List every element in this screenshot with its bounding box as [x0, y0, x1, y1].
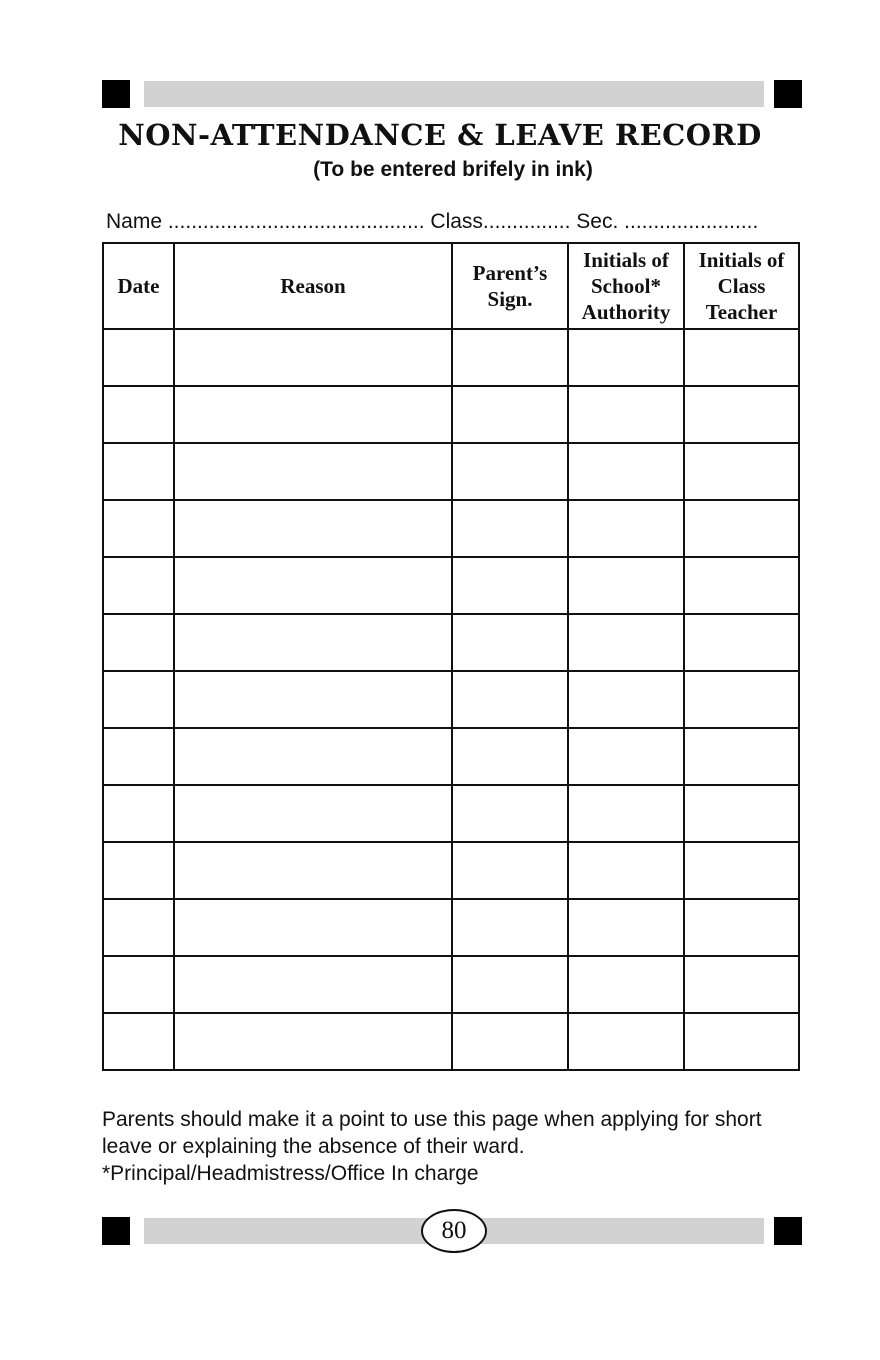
parent-sign-cell[interactable] [452, 614, 568, 671]
header-reason [174, 243, 452, 329]
table-row [103, 728, 799, 785]
black-square-icon [774, 1217, 802, 1245]
date-cell[interactable] [103, 785, 174, 842]
reason-cell[interactable] [174, 899, 452, 956]
school-initials-cell[interactable] [568, 500, 684, 557]
teacher-initials-cell[interactable] [684, 386, 799, 443]
date-cell[interactable] [103, 443, 174, 500]
table-row [103, 842, 799, 899]
parent-sign-cell[interactable] [452, 329, 568, 386]
header-line: Reason [280, 274, 346, 298]
table-row [103, 500, 799, 557]
school-initials-cell[interactable] [568, 557, 684, 614]
teacher-initials-cell[interactable] [684, 557, 799, 614]
date-cell[interactable] [103, 329, 174, 386]
table-row [103, 443, 799, 500]
header-line: Teacher [705, 300, 778, 324]
reason-cell[interactable] [174, 500, 452, 557]
section-field[interactable]: Sec. ....................... [576, 210, 759, 233]
footnote: *Principal/Headmistress/Office In charge [102, 1162, 479, 1185]
parent-sign-cell[interactable] [452, 842, 568, 899]
table-row [103, 1013, 799, 1070]
black-square-icon [102, 80, 130, 108]
teacher-initials-cell[interactable] [684, 899, 799, 956]
school-initials-cell[interactable] [568, 956, 684, 1013]
school-initials-cell[interactable] [568, 899, 684, 956]
class-field[interactable]: Class............... [430, 210, 571, 233]
teacher-initials-cell[interactable] [684, 785, 799, 842]
parent-sign-cell[interactable] [452, 1013, 568, 1070]
school-initials-cell[interactable] [568, 842, 684, 899]
header-line: Authority [581, 300, 671, 324]
reason-cell[interactable] [174, 329, 452, 386]
table-row [103, 329, 799, 386]
note-line: leave or explaining the absence of their ward. [102, 1135, 525, 1158]
top-decorative-bar [102, 80, 802, 108]
parent-sign-cell[interactable] [452, 956, 568, 1013]
black-square-icon [774, 80, 802, 108]
parent-sign-cell[interactable] [452, 728, 568, 785]
teacher-initials-cell[interactable] [684, 842, 799, 899]
header-line: Initials of [698, 248, 785, 272]
table-row [103, 785, 799, 842]
date-cell[interactable] [103, 956, 174, 1013]
teacher-initials-cell[interactable] [684, 500, 799, 557]
header-line: Sign. [487, 287, 533, 311]
reason-cell[interactable] [174, 956, 452, 1013]
header-line: School* [590, 274, 661, 298]
header-line: Initials of [583, 248, 669, 272]
teacher-initials-cell[interactable] [684, 443, 799, 500]
school-initials-cell[interactable] [568, 785, 684, 842]
school-initials-cell[interactable] [568, 728, 684, 785]
reason-cell[interactable] [174, 557, 452, 614]
reason-cell[interactable] [174, 842, 452, 899]
page-subtitle: (To be entered brifely in ink) [313, 158, 593, 181]
header-line: Parent’s [472, 261, 548, 285]
teacher-initials-cell[interactable] [684, 956, 799, 1013]
student-fields [106, 210, 798, 234]
date-cell[interactable] [103, 671, 174, 728]
reason-cell[interactable] [174, 386, 452, 443]
date-cell[interactable] [103, 1013, 174, 1070]
date-cell[interactable] [103, 557, 174, 614]
parent-sign-cell[interactable] [452, 443, 568, 500]
parent-sign-cell[interactable] [452, 785, 568, 842]
date-cell[interactable] [103, 614, 174, 671]
black-square-icon [102, 1217, 130, 1245]
reason-cell[interactable] [174, 1013, 452, 1070]
date-cell[interactable] [103, 500, 174, 557]
table-row [103, 899, 799, 956]
page-title: NON-ATTENDANCE & LEAVE RECORD [118, 118, 762, 152]
note-line: Parents should make it a point to use this page when applying for short [102, 1108, 762, 1131]
school-initials-cell[interactable] [568, 671, 684, 728]
table-row [103, 614, 799, 671]
reason-cell[interactable] [174, 728, 452, 785]
teacher-initials-cell[interactable] [684, 1013, 799, 1070]
date-cell[interactable] [103, 728, 174, 785]
parent-sign-cell[interactable] [452, 500, 568, 557]
school-initials-cell[interactable] [568, 614, 684, 671]
parent-sign-cell[interactable] [452, 899, 568, 956]
leave-record-table [102, 242, 800, 1071]
teacher-initials-cell[interactable] [684, 728, 799, 785]
gray-strip [144, 81, 764, 107]
date-cell[interactable] [103, 386, 174, 443]
parent-sign-cell[interactable] [452, 386, 568, 443]
header-parents-sign [452, 243, 568, 329]
parent-sign-cell[interactable] [452, 557, 568, 614]
table-header-row [103, 243, 799, 329]
reason-cell[interactable] [174, 671, 452, 728]
reason-cell[interactable] [174, 785, 452, 842]
teacher-initials-cell[interactable] [684, 671, 799, 728]
school-initials-cell[interactable] [568, 1013, 684, 1070]
table-row [103, 557, 799, 614]
date-cell[interactable] [103, 899, 174, 956]
header-line: Date [117, 274, 160, 298]
table-row [103, 956, 799, 1013]
table-row [103, 671, 799, 728]
header-school-authority-initials [568, 243, 684, 329]
school-initials-cell[interactable] [568, 443, 684, 500]
school-initials-cell[interactable] [568, 329, 684, 386]
page-number: 80 [421, 1209, 487, 1253]
school-initials-cell[interactable] [568, 386, 684, 443]
date-cell[interactable] [103, 842, 174, 899]
parent-sign-cell[interactable] [452, 671, 568, 728]
reason-cell[interactable] [174, 614, 452, 671]
teacher-initials-cell[interactable] [684, 329, 799, 386]
name-field[interactable]: Name ............................................ [106, 210, 425, 233]
header-line: Class [717, 274, 766, 298]
header-class-teacher-initials [684, 243, 799, 329]
reason-cell[interactable] [174, 443, 452, 500]
instructions-note [102, 1106, 802, 1187]
table-body [103, 329, 799, 1070]
table-row [103, 386, 799, 443]
header-date [103, 243, 174, 329]
teacher-initials-cell[interactable] [684, 614, 799, 671]
